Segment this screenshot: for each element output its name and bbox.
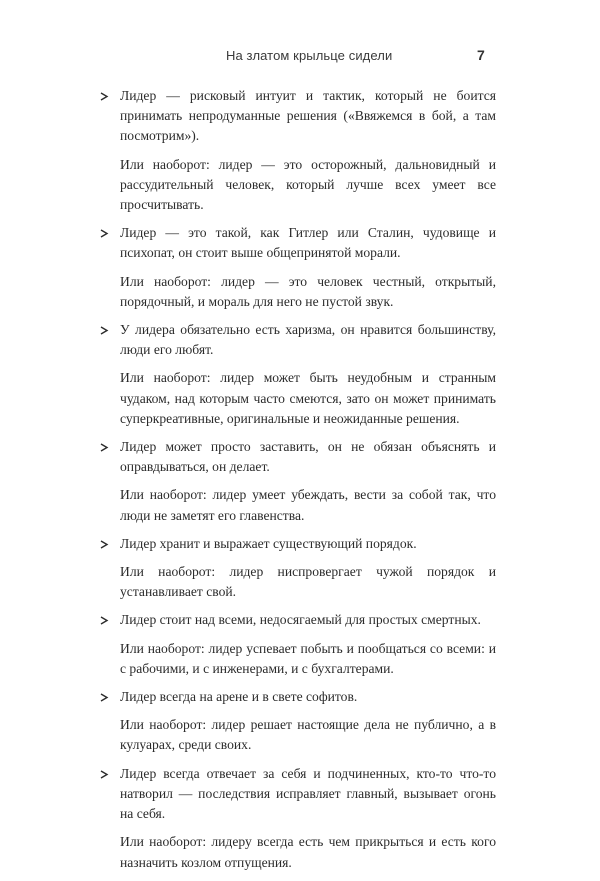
statement-label: Лидер стоит над всеми, недосягаемый для простых смертных.: [120, 612, 481, 628]
arrow-bullet-icon: [100, 610, 109, 625]
counter-text: Или наоборот: лидер успевает побыть и пообщаться со всеми: и с рабочими, и с инженерами, и с бухгалтерами.: [120, 640, 496, 676]
statement-text: [120, 610, 496, 630]
list-item: [120, 223, 496, 312]
counter-text: Или наоборот: лидер — это человек честный, открытый, порядочный, и мораль для него не пустой звук.: [120, 273, 496, 309]
statement-label: Лидер всегда отвечает за себя и подчиненных, кто-то что-то натворил — последствия исправляет главный, вызывает огонь на себя.: [120, 765, 496, 822]
statement-text: [120, 534, 496, 554]
counter-text: Или наоборот: лидеру всегда есть чем прикрыться и есть кого назначить козлом отпущения.: [120, 834, 496, 870]
counter-text: Или наоборот: лидер ниспровергает чужой порядок и устанавливает свой.: [120, 564, 496, 600]
statement-text: [120, 437, 496, 477]
statement-text: [120, 687, 496, 707]
statement-text: [120, 223, 496, 263]
statement-text: [120, 86, 496, 147]
list-item: [120, 534, 496, 603]
arrow-bullet-icon: [100, 223, 109, 238]
arrow-bullet-icon: [100, 86, 109, 101]
list-item: [120, 610, 496, 679]
list-item: [120, 764, 496, 873]
counter-text: Или наоборот: лидер — это осторожный, дальновидный и рассудительный человек, который лучше всех умеет все просчитывать.: [120, 156, 496, 213]
statement-list: [120, 86, 496, 881]
arrow-bullet-icon: [100, 437, 109, 452]
running-head: [0, 48, 600, 70]
arrow-bullet-icon: [100, 320, 109, 335]
list-item: [120, 86, 496, 215]
arrow-bullet-icon: [100, 764, 109, 779]
page-number: 7: [477, 47, 485, 63]
statement-text: [120, 764, 496, 825]
statement-label: Лидер хранит и выражает существующий порядок.: [120, 535, 417, 551]
arrow-bullet-icon: [100, 687, 109, 702]
arrow-bullet-icon: [100, 534, 109, 549]
statement-text: [120, 320, 496, 360]
statement-label: Лидер всегда на арене и в свете софитов.: [120, 689, 358, 705]
counter-text: Или наоборот: лидер умеет убеждать, вести за собой так, что люди не заметят его главенства.: [120, 487, 496, 523]
statement-label: Лидер может просто заставить, он не обязан объяснять и оправдываться, он делает.: [120, 439, 496, 475]
statement-label: Лидер — рисковый интуит и тактик, который не боится принимать непродуманные решения («Ввяжемся в бой, а там посмотрим»).: [120, 88, 496, 144]
statement-label: Лидер — это такой, как Гитлер или Сталин, чудовище и психопат, он стоит выше общепринятой морали.: [120, 225, 496, 261]
counter-text: Или наоборот: лидер может быть неудобным и странным чудаком, над которым часто смеются, зато он может принимать суперкреативные, оригинальные и неожиданные решения.: [120, 370, 496, 426]
list-item: [120, 320, 496, 429]
list-item: [120, 437, 496, 526]
statement-label: У лидера обязательно есть харизма, он нравится большинству, люди его любят.: [120, 322, 496, 358]
running-title: На златом крыльце сидели: [226, 48, 393, 63]
list-item: [120, 687, 496, 756]
counter-text: Или наоборот: лидер решает настоящие дела не публично, а в кулуарах, среди своих.: [120, 717, 496, 753]
